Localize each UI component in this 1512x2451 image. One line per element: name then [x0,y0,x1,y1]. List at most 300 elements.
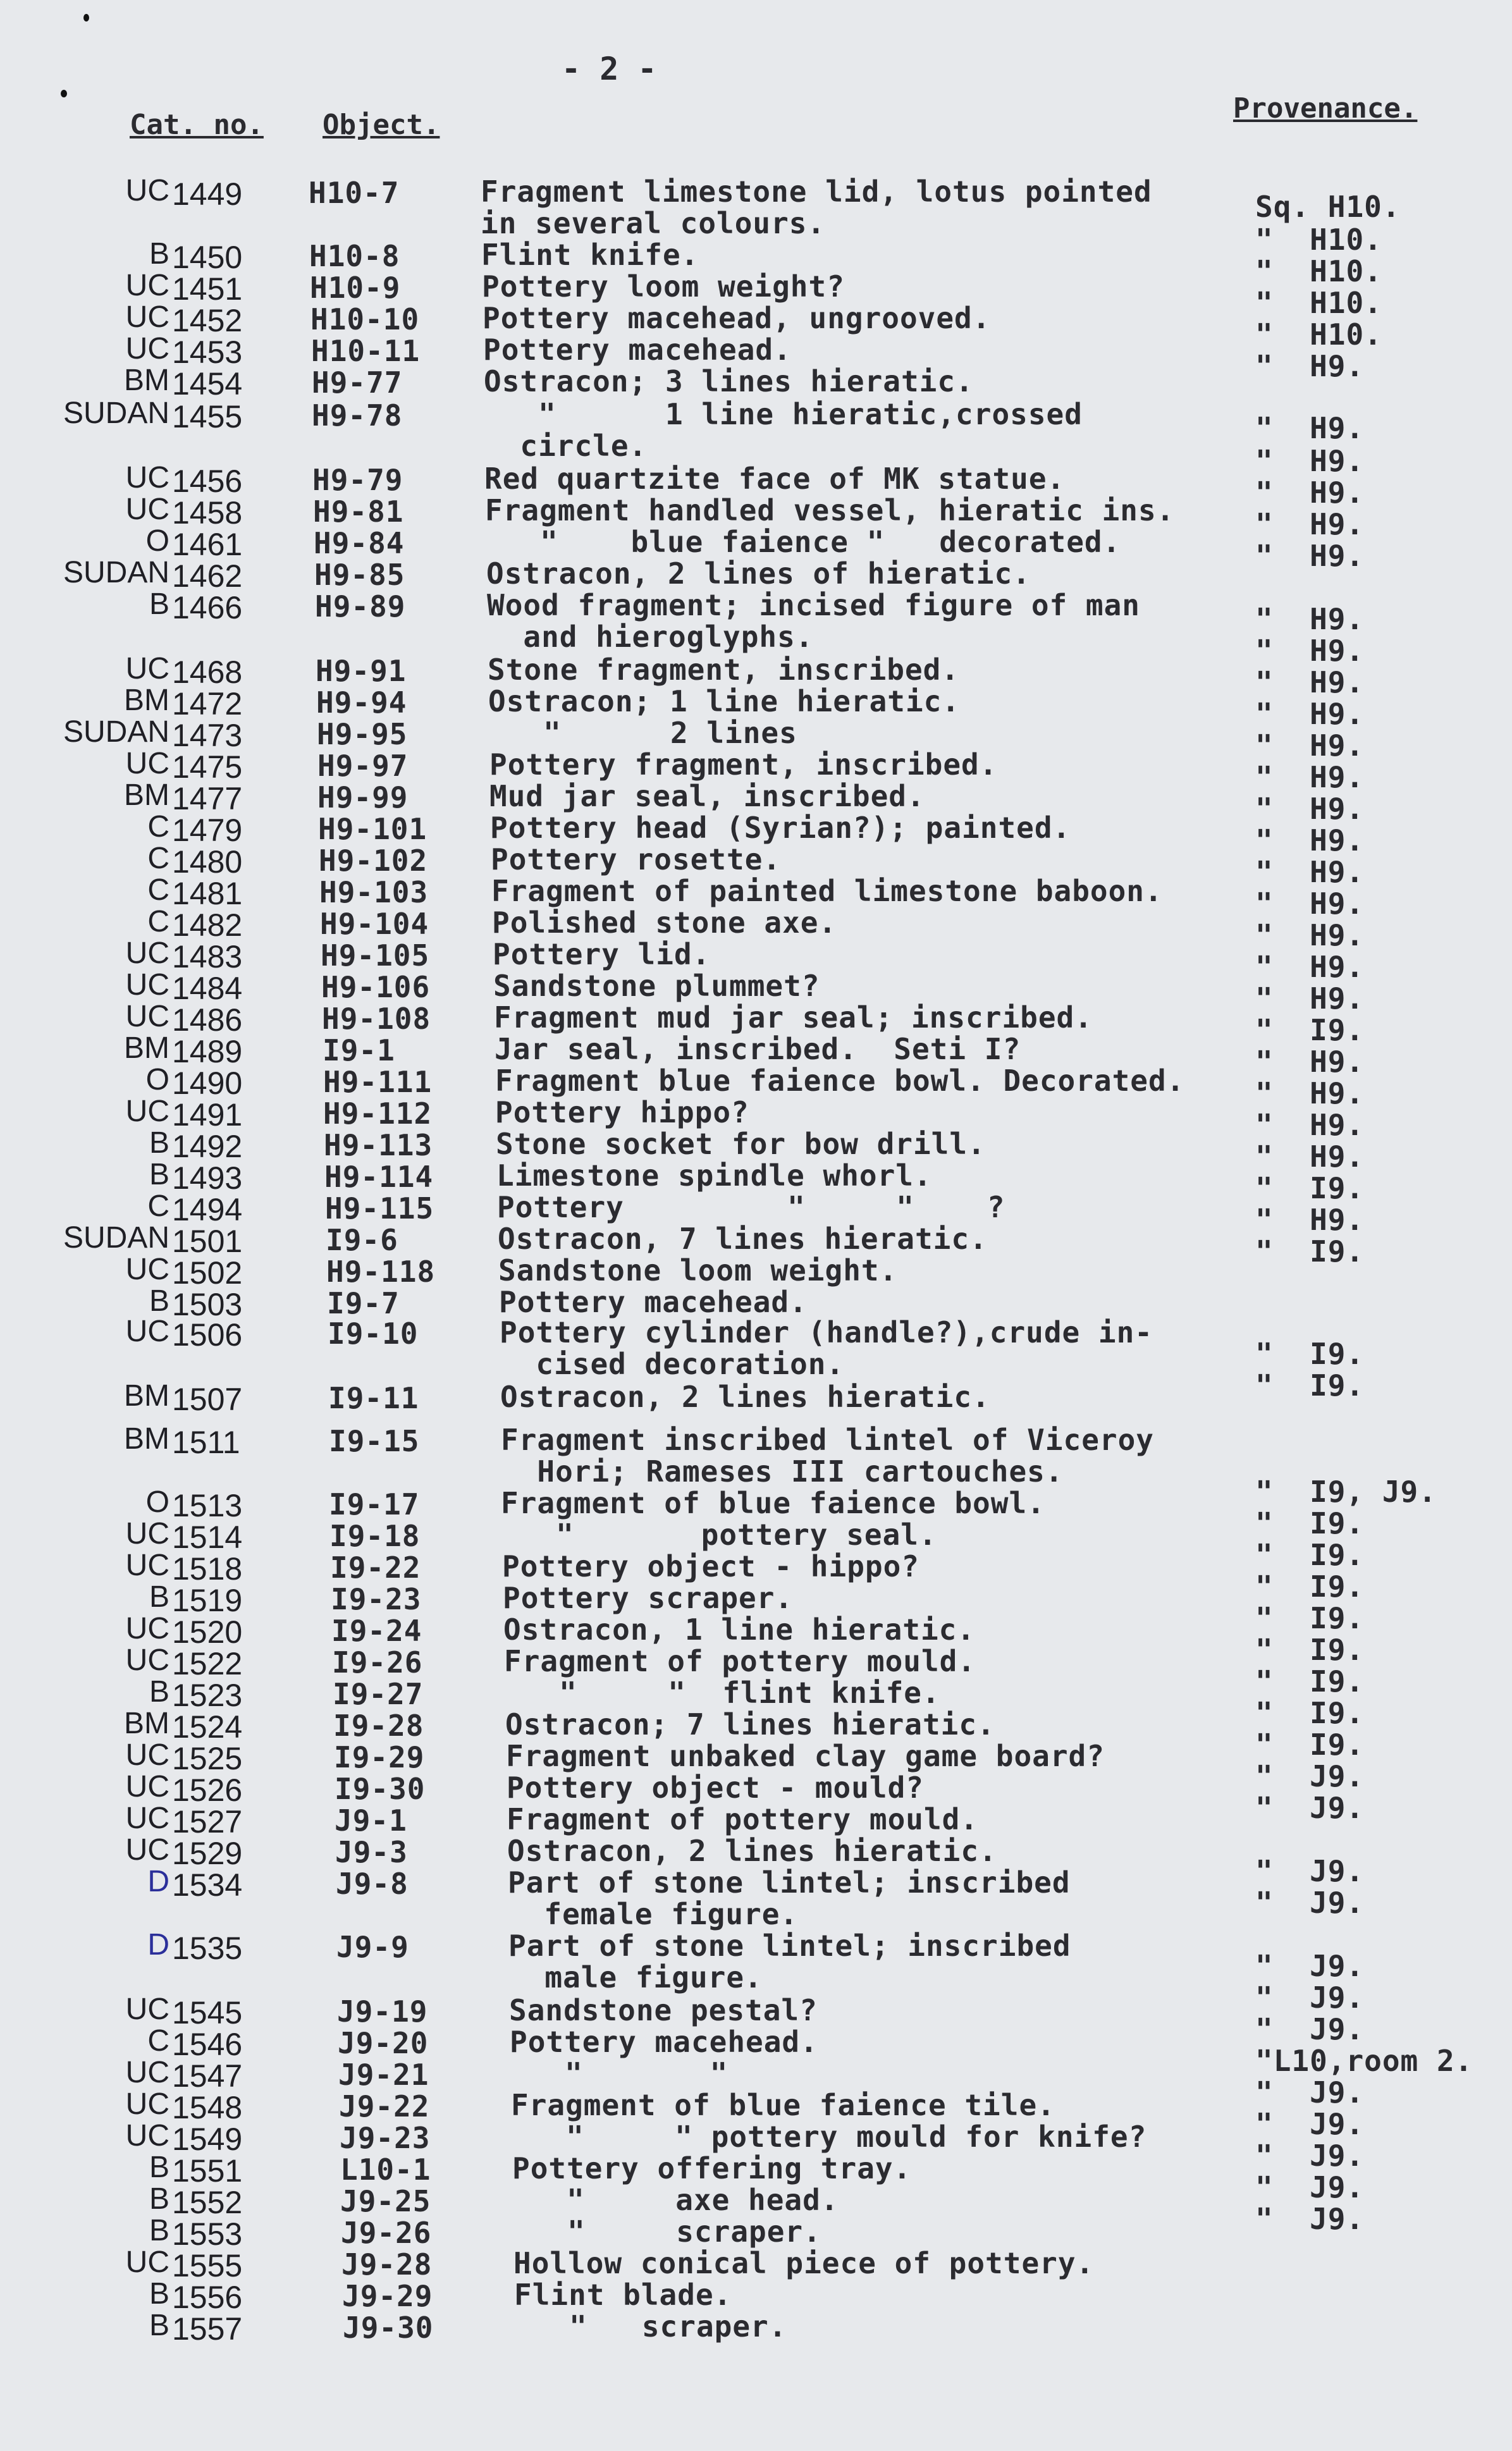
museum-mark: UC [125,300,169,334]
object-number: I9-26 [332,1645,423,1680]
description-line: and hieroglyphs. [487,620,814,654]
object-description [484,463,1065,494]
object-number: H9-78 [312,398,403,433]
catalogue-number: 1475 [172,749,243,785]
description-line: Fragment inscribed lintel of Viceroy [501,1423,1154,1457]
provenance: " H9. [1255,1076,1365,1110]
provenance: " H9. [1255,634,1365,668]
catalogue-number: 1449 [172,176,243,212]
description-line: Pottery rosette. [491,842,782,876]
museum-mark: UC [125,1253,169,1286]
museum-mark: UC [125,1095,169,1128]
museum-mark: UC [125,1612,169,1645]
object-number: J9-8 [336,1867,409,1901]
museum-mark: UC [125,2119,169,2153]
description-line: Pottery loom weight? [482,269,845,304]
description-line: Ostracon, 2 lines hieratic. [500,1380,990,1414]
description-line: " axe head. [512,2183,839,2217]
object-number: H9-103 [319,875,429,909]
object-number: H9-79 [312,463,403,497]
provenance: " H9. [1255,855,1365,889]
object-number: J9-29 [342,2279,433,2313]
catalogue-number: 1525 [172,1741,243,1776]
object-description [482,302,990,334]
provenance: " J9. [1255,2012,1365,2046]
object-description [486,558,1031,589]
object-description [498,1223,988,1255]
museum-mark: B [149,237,169,271]
museum-mark: BM [124,1707,169,1740]
object-description [493,938,710,970]
description-line: Pottery fragment, inscribed. [489,747,998,782]
museum-mark: UC [125,1517,169,1551]
catalogue-number: 1514 [172,1520,243,1555]
object-description [502,1551,919,1582]
object-number: I9-1 [323,1033,395,1067]
object-number: H9-77 [312,366,403,400]
description-line: in several colours. [481,206,826,240]
catalogue-number: 1552 [172,2185,243,2220]
provenance: " H9. [1255,697,1365,731]
object-description [513,2247,1094,2279]
museum-mark: B [149,1675,169,1709]
page-number: - 2 - [562,51,657,87]
catalogue-number: 1450 [172,240,243,275]
object-number: H9-118 [326,1255,436,1289]
description-line: Fragment of blue faience tile. [511,2088,1055,2122]
museum-mark: UC [125,968,169,1002]
description-line: " " [510,2056,728,2091]
object-description [508,1867,1071,1930]
object-description [498,1255,897,1286]
catalogue-number: 1461 [172,527,243,562]
object-number: H9-81 [313,494,404,529]
provenance: "L10,room 2. [1255,2044,1473,2078]
object-description [488,654,959,685]
object-number: H9-115 [325,1191,434,1226]
catalogue-number: 1522 [172,1646,243,1681]
provenance: " I9. [1255,1337,1365,1371]
object-description [512,2153,911,2184]
museum-mark: SUDAN [63,396,169,430]
object-description [489,749,997,780]
catalogue-number: 1518 [172,1551,243,1587]
description-line: Part of stone lintel; inscribed [508,1865,1071,1900]
provenance: " J9. [1255,1759,1365,1793]
catalogue-number: 1451 [172,271,243,307]
object-number: H9-106 [321,970,431,1004]
description-line: Fragment unbaked clay game board? [506,1739,1105,1773]
museum-mark: BM [124,1031,169,1065]
catalogue-number: 1453 [172,335,243,370]
description-line: circle. [484,429,648,463]
object-description [507,1803,978,1835]
description-line: " 1 line hieratic,crossed [484,397,1083,431]
provenance: " H9. [1255,1203,1365,1237]
provenance: " J9. [1255,1854,1365,1888]
ink-speck [83,14,89,22]
description-line: Fragment of pottery mould. [507,1802,979,1836]
object-number: H9-89 [315,589,406,624]
provenance: " H9. [1255,728,1365,763]
catalogue-number: 1527 [172,1804,243,1840]
museum-mark: UC [125,652,169,685]
catalogue-number: 1486 [172,1002,243,1038]
object-number: J9-25 [340,2184,431,2218]
catalogue-number: 1513 [172,1488,243,1523]
provenance: " I9. [1255,1633,1365,1667]
description-line: Pottery hippo? [495,1095,749,1129]
catalogue-number: 1524 [172,1709,243,1745]
museum-mark: B [149,2151,169,2184]
header-object: Object. [323,109,440,141]
provenance: " H9. [1255,950,1365,984]
provenance: " H9. [1255,444,1365,478]
description-line: Jar seal, inscribed. Seti I? [495,1032,1021,1066]
provenance: " I9. [1255,1696,1365,1730]
catalogue-number: 1520 [172,1614,243,1650]
provenance: " H9. [1255,1108,1365,1142]
provenance: " I9. [1255,1171,1365,1205]
object-description [497,1191,1005,1223]
museum-mark: UC [125,1802,169,1835]
provenance: " H10. [1255,317,1382,352]
object-number: H10-10 [310,302,420,336]
object-number: I9-28 [333,1709,424,1743]
object-number: J9-21 [338,2058,429,2092]
object-description [515,2311,787,2342]
provenance: " J9. [1255,1791,1365,1825]
museum-mark: B [149,2277,169,2311]
provenance: " I9. [1255,1538,1365,1572]
provenance: " I9. [1255,1368,1365,1403]
catalogue-number: 1501 [172,1224,243,1259]
description-line: Ostracon; 1 line hieratic. [488,684,961,718]
object-number: H9-112 [323,1096,433,1131]
description-line: Red quartzite face of MK statue. [484,462,1066,496]
description-line: Ostracon; 3 lines hieratic. [484,364,974,398]
object-number: I9-22 [330,1551,421,1585]
catalogue-number: 1553 [172,2216,243,2252]
provenance: " J9. [1255,2107,1365,2141]
description-line: Limestone spindle whorl. [496,1158,932,1193]
provenance: " H9. [1255,887,1365,921]
catalogue-number: 1529 [172,1836,243,1871]
catalogue-number: 1551 [172,2153,243,2189]
provenance: " H9. [1255,823,1365,857]
description-line: Part of stone lintel; inscribed [508,1929,1071,1963]
object-number: J9-23 [340,2121,431,2155]
object-number: H9-101 [318,812,427,846]
description-line: Sandstone plummet? [493,969,820,1003]
description-line: Pottery macehead. [499,1285,808,1319]
catalogue-number: 1506 [172,1317,243,1353]
object-number: H9-113 [324,1128,433,1162]
museum-mark: UC [125,1833,169,1867]
provenance: " I9. [1255,1234,1365,1268]
catalogue-number: 1490 [172,1066,243,1101]
description-line: Pottery cylinder (handle?),crude in- [500,1315,1153,1349]
provenance: " H9. [1255,507,1365,541]
description-line: Mud jar seal, inscribed. [489,779,925,813]
museum-mark: UC [125,1315,169,1348]
museum-mark: SUDAN [63,556,169,589]
museum-mark: UC [125,747,169,780]
object-description [505,1677,940,1709]
catalogue-number: 1477 [172,781,243,816]
object-number: J9-26 [341,2216,432,2250]
description-line: Pottery " " ? [497,1190,1005,1224]
description-line: Sandstone loom weight. [498,1253,898,1287]
description-line: Flint knife. [481,238,699,272]
object-number: I9-6 [326,1223,398,1257]
museum-mark: BM [124,364,169,397]
object-description [494,1002,1093,1033]
provenance: " H10. [1255,286,1382,320]
description-line: Fragment of pottery mould. [504,1644,976,1678]
museum-mark: UC [125,2245,169,2279]
provenance: " H9. [1255,665,1365,699]
museum-mark: O [145,524,169,558]
object-description [484,398,1083,462]
description-line: Pottery macehead. [483,333,792,367]
object-number: H9-85 [314,558,405,592]
provenance: Sq. H10. [1255,190,1401,224]
provenance: " I9, J9. [1255,1475,1437,1509]
museum-mark: B [149,1126,169,1160]
object-number: H9-111 [323,1065,433,1099]
provenance: " H9. [1255,1045,1365,1079]
object-description [507,1772,924,1803]
catalogue-number: 1494 [172,1192,243,1227]
museum-mark: C [147,810,169,844]
catalogue-number: 1556 [172,2280,243,2315]
catalogue-number: 1546 [172,2027,243,2062]
provenance: " J9. [1255,1981,1365,2015]
catalogue-number: 1507 [172,1382,243,1417]
catalogue-number: 1493 [172,1160,243,1196]
museum-mark: SUDAN [63,1221,169,1255]
provenance: " J9. [1255,2170,1365,2204]
museum-mark: B [149,2182,169,2216]
object-description [481,239,699,271]
object-description [510,2026,818,2058]
description-line: Pottery macehead. [510,2025,818,2059]
header-cat-no: Cat. no. [130,109,264,141]
catalogue-number: 1462 [172,558,243,594]
object-description [495,1065,1184,1096]
provenance: " H9. [1255,918,1365,952]
object-number: I9-11 [328,1381,419,1415]
object-number: H9-95 [317,717,408,751]
description-line: " blue faience " decorated. [486,525,1121,559]
description-line: Pottery object - mould? [507,1771,924,1805]
provenance: " I9. [1255,1601,1365,1635]
provenance: " J9. [1255,2139,1365,2173]
object-description [482,271,845,302]
object-description [483,334,792,366]
object-description [513,2216,821,2247]
object-number: I9-29 [334,1740,425,1774]
object-number: I9-7 [327,1286,400,1320]
museum-mark: UC [125,461,169,494]
provenance: " H9. [1255,1140,1365,1174]
catalogue-number: 1555 [172,2248,243,2283]
object-number: J9-28 [341,2247,433,2282]
object-description [492,907,837,938]
museum-mark: UC [125,1993,169,2026]
description-line: Pottery scraper. [503,1581,794,1615]
description-line: " " flint knife. [505,1676,940,1710]
description-line: Flint blade. [514,2278,732,2312]
provenance: " I9. [1255,1570,1365,1604]
catalogue-number: 1534 [172,1867,243,1903]
description-line: Fragment limestone lid, lotus pointed [481,175,1152,209]
museum-mark: B [149,1580,169,1614]
ink-speck [61,90,67,97]
catalogue-number: 1480 [172,844,243,880]
object-description [486,526,1121,558]
object-description [505,1709,995,1740]
object-number: L10-1 [340,2153,431,2187]
object-number: I9-23 [331,1582,422,1616]
object-description [484,366,974,397]
object-number: H9-94 [316,685,407,720]
object-description [509,1994,818,2026]
description-line: Ostracon, 2 lines of hieratic. [486,556,1031,591]
object-number: I9-10 [328,1317,419,1351]
object-number: H10-9 [310,271,401,305]
object-number: H9-102 [319,844,428,878]
museum-mark: UC [125,269,169,302]
museum-mark: B [149,1158,169,1191]
catalogue-number: 1458 [172,495,243,531]
museum-mark: B [149,2214,169,2247]
provenance: " J9. [1255,2075,1365,2110]
description-line: Pottery offering tray. [512,2151,912,2185]
object-description [489,717,797,749]
object-number: I9-18 [329,1519,421,1553]
catalogue-number: 1523 [172,1678,243,1713]
object-number: J9-3 [335,1835,408,1869]
description-line: Fragment of blue faience bowl. [501,1486,1045,1520]
description-line: cised decoration. [500,1347,845,1381]
description-line: " scraper. [515,2309,787,2344]
museum-mark: BM [124,1379,169,1413]
provenance: " I9. [1255,1664,1365,1698]
provenance: " H10. [1255,223,1382,257]
catalogue-number: 1482 [172,907,243,943]
catalogue-number: 1468 [172,654,243,690]
object-description [490,812,1071,844]
provenance: " H9. [1255,411,1365,445]
object-number: I9-27 [333,1677,424,1711]
object-number: H9-114 [324,1160,434,1194]
object-number: I9-17 [329,1487,420,1521]
museum-mark: SUDAN [63,715,169,749]
catalogue-number: 1489 [172,1034,243,1069]
catalogue-number: 1549 [172,2122,243,2157]
provenance: " I9. [1255,1506,1365,1540]
catalogue-number: 1548 [172,2090,243,2125]
catalogue-number: 1455 [172,399,243,434]
object-number: H9-104 [320,907,429,941]
museum-mark: UC [125,1643,169,1677]
object-number: H10-7 [309,176,400,210]
object-number: H9-97 [317,749,409,783]
object-description [495,1096,749,1128]
catalogue-number: 1473 [172,718,243,753]
object-description [512,2184,839,2216]
description-line: " 2 lines [489,716,797,750]
catalogue-number: 1466 [172,590,243,625]
museum-mark: UC [125,2056,169,2089]
object-description [504,1645,976,1677]
catalogue-number: 1492 [172,1129,243,1164]
provenance: " J9. [1255,1886,1365,1920]
museum-mark: UC [125,1738,169,1772]
catalogue-number: 1557 [172,2311,243,2347]
object-number: H9-91 [316,654,407,688]
museum-mark: UC [125,1549,169,1582]
catalogue-number: 1547 [172,2058,243,2094]
object-number: J9-30 [343,2311,434,2345]
museum-mark: BM [124,684,169,717]
description-line: male figure. [508,1960,763,1994]
description-line: female figure. [508,1897,799,1931]
catalogue-number: 1479 [172,813,243,848]
description-line: " " pottery mould for knife? [512,2120,1147,2154]
description-line: Ostracon; 7 lines hieratic. [505,1707,995,1742]
provenance: " I9. [1255,1013,1365,1047]
object-description [500,1317,1153,1380]
object-description [489,780,925,812]
description-line: Fragment handled vessel, hieratic ins. [485,493,1175,527]
object-description [511,2089,1055,2121]
museum-mark: O [145,1063,169,1096]
museum-mark: UC [125,937,169,970]
description-line: Fragment blue faience bowl. Decorated. [495,1064,1185,1098]
catalogue-number: 1511 [172,1425,240,1460]
catalogue-number: 1519 [172,1583,243,1618]
description-line: Ostracon, 2 lines hieratic. [507,1834,997,1868]
museum-mark: UC [125,1000,169,1033]
museum-mark: BM [124,778,169,812]
object-description [487,589,1140,653]
description-line: " scraper. [513,2214,821,2249]
catalogue-number: 1503 [172,1287,243,1322]
description-line: Stone socket for bow drill. [496,1127,986,1161]
object-description [512,2121,1146,2153]
description-line: " pottery seal. [501,1518,937,1552]
object-description [491,844,781,875]
provenance: " H9. [1255,792,1365,826]
object-description [503,1582,793,1614]
catalogue-number: 1535 [172,1931,243,1966]
header-provenance: Provenance. [1233,92,1418,125]
museum-mark: UC [125,174,169,207]
museum-mark: UC [125,332,169,366]
catalogue-number: 1491 [172,1097,243,1133]
provenance: " H9. [1255,539,1365,573]
museum-mark: B [149,1284,169,1318]
description-line: Pottery object - hippo? [502,1549,919,1583]
museum-mark: C [147,873,169,907]
museum-mark: BM [124,1422,169,1456]
object-description [507,1835,997,1867]
description-line: Pottery head (Syrian?); painted. [490,811,1071,845]
description-line: Fragment mud jar seal; inscribed. [494,1000,1093,1035]
